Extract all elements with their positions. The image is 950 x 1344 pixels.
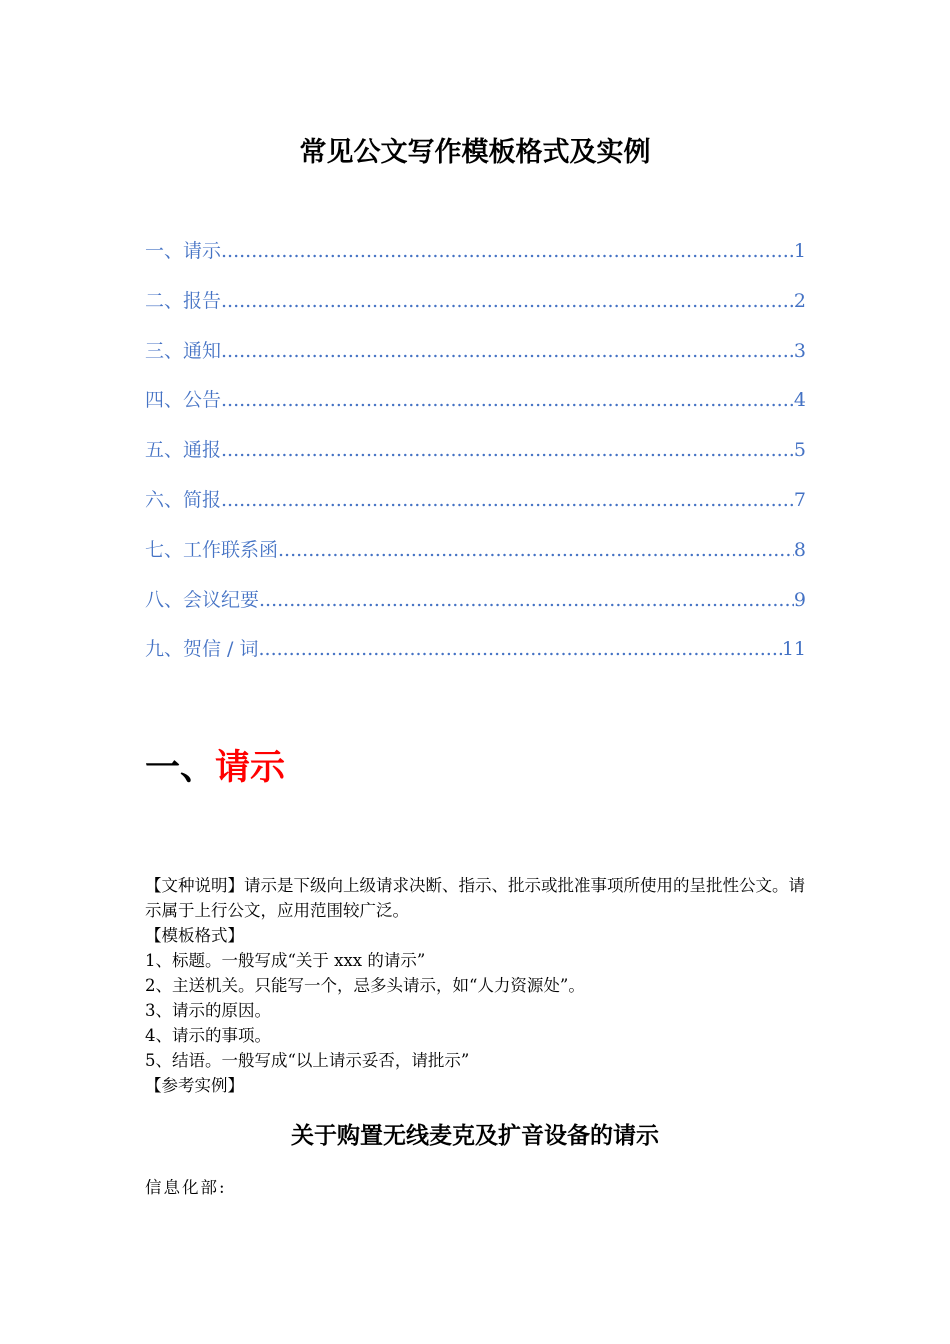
- toc-leader-dots: [278, 539, 794, 561]
- toc-item-6[interactable]: [145, 485, 806, 535]
- toc-item-5[interactable]: [145, 435, 806, 485]
- toc-item-label: 四、公告: [145, 389, 222, 412]
- toc-item-page: 9: [793, 588, 806, 611]
- toc-item-label: 九、贺信 / 词: [145, 638, 259, 661]
- toc-item-page: 11: [781, 638, 806, 661]
- toc-leader-dots: [221, 489, 794, 511]
- template-item-1: 1、标题。一般写成“关于 xxx 的请示”: [145, 951, 426, 970]
- section-number: 一、: [145, 747, 216, 788]
- toc-item-page: 3: [793, 339, 806, 362]
- toc-item-7[interactable]: [145, 535, 806, 585]
- toc-item-page: 8: [793, 538, 806, 561]
- toc-item-9[interactable]: [145, 634, 806, 684]
- section-name: 请示: [215, 747, 286, 788]
- toc-item-label: 七、工作联系函: [145, 538, 279, 561]
- section-heading: [145, 743, 285, 793]
- toc-leader-dots: [258, 638, 781, 660]
- toc-item-label: 一、请示: [145, 240, 222, 262]
- template-item-4: 4、请示的事项。: [145, 1026, 271, 1045]
- reference-example-heading: 【参考实例】: [145, 1076, 244, 1095]
- table-of-contents: [145, 236, 806, 684]
- template-item-5: 5、结语。一般写成“以上请示妥否，请批示”: [145, 1051, 470, 1070]
- example-recipient: 信息化部:: [145, 1178, 227, 1197]
- toc-leader-dots: [221, 240, 794, 262]
- toc-leader-dots: [221, 340, 794, 362]
- template-format-heading: 【模板格式】: [145, 926, 244, 945]
- template-item-2: 2、主送机关。只能写一个，忌多头请示，如“人力资源处”。: [145, 976, 585, 995]
- toc-item-page: 7: [793, 488, 806, 511]
- toc-item-3[interactable]: [145, 336, 806, 386]
- template-item-3: 3、请示的原因。: [145, 1001, 271, 1020]
- toc-item-page: 1: [793, 240, 806, 262]
- toc-item-label: 六、简报: [145, 488, 222, 511]
- toc-item-8[interactable]: [145, 585, 806, 635]
- toc-item-label: 八、会议纪要: [145, 588, 260, 611]
- section-body: [145, 873, 805, 1098]
- toc-item-label: 五、通报: [145, 439, 222, 462]
- toc-item-4[interactable]: [145, 385, 806, 435]
- toc-item-label: 三、通知: [145, 339, 222, 362]
- toc-item-label: 二、报告: [145, 289, 222, 312]
- toc-leader-dots: [221, 290, 794, 312]
- document-title: 常见公文写作模板格式及实例: [299, 137, 651, 168]
- toc-leader-dots: [259, 589, 794, 611]
- toc-leader-dots: [221, 439, 794, 461]
- toc-item-page: 2: [793, 289, 806, 312]
- example-title: 关于购置无线麦克及扩音设备的请示: [291, 1122, 659, 1149]
- toc-item-2[interactable]: [145, 286, 806, 336]
- toc-item-1[interactable]: [145, 236, 806, 286]
- toc-leader-dots: [221, 389, 794, 411]
- doc-type-description: 【文种说明】请示是下级向上级请求决断、指示、批示或批准事项所使用的呈批性公文。请示属于上行公文，应用范围较广泛。: [145, 876, 805, 920]
- toc-item-page: 5: [793, 439, 806, 462]
- toc-item-page: 4: [793, 389, 806, 412]
